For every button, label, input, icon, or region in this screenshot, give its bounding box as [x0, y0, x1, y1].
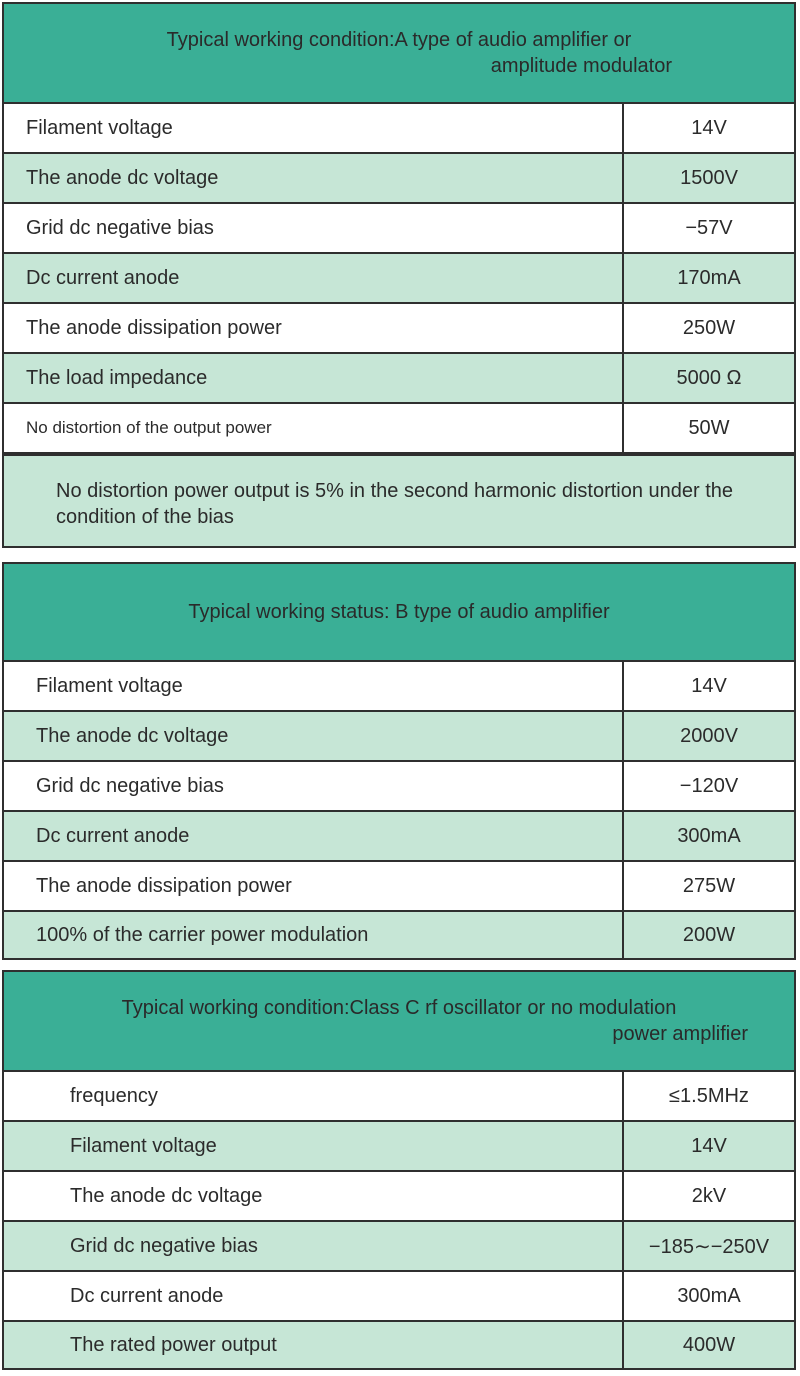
row-label: Grid dc negative bias	[4, 1222, 624, 1270]
row-label: No distortion of the output power	[4, 404, 624, 452]
table-class-a	[2, 2, 796, 548]
row-label: The anode dc voltage	[4, 1172, 624, 1220]
row-value: 2kV	[691, 1184, 727, 1207]
row-label: Dc current anode	[4, 1272, 624, 1320]
table-a-header	[4, 4, 794, 104]
row-label: The anode dc voltage	[4, 712, 624, 760]
table-row	[4, 812, 794, 862]
table-class-b	[2, 562, 796, 960]
table-a-title-line2: amplitude modulator	[490, 55, 672, 77]
table-c-header	[4, 972, 794, 1072]
row-label: frequency	[4, 1072, 624, 1120]
row-label: Dc current anode	[4, 254, 624, 302]
table-a-title-line1: Typical working condition:A type of audio amplifier or	[166, 29, 632, 51]
row-value: 14V	[691, 116, 727, 139]
row-value: 14V	[691, 1134, 727, 1157]
table-row	[4, 662, 794, 712]
row-label: Filament voltage	[4, 104, 624, 152]
table-row	[4, 762, 794, 812]
table-row	[4, 1172, 794, 1222]
table-row	[4, 204, 794, 254]
row-label: 100% of the carrier power modulation	[4, 912, 624, 958]
row-value: −120V	[679, 774, 739, 797]
row-value: 50W	[688, 416, 730, 439]
row-value: 275W	[682, 874, 736, 897]
row-value: 200W	[682, 923, 736, 946]
table-row	[4, 254, 794, 304]
row-label: Filament voltage	[4, 1122, 624, 1170]
table-row	[4, 1222, 794, 1272]
table-row	[4, 1322, 794, 1368]
row-label: The load impedance	[4, 354, 624, 402]
table-row	[4, 404, 794, 454]
row-value: 300mA	[677, 824, 741, 847]
row-label: Filament voltage	[4, 662, 624, 710]
table-row	[4, 104, 794, 154]
row-value: 300mA	[677, 1284, 741, 1307]
table-row	[4, 1272, 794, 1322]
row-value: ≤1.5MHz	[669, 1084, 749, 1107]
table-c-title-line2: power amplifier	[612, 1023, 748, 1045]
row-label: The rated power output	[4, 1322, 624, 1368]
table-row	[4, 354, 794, 404]
table-row	[4, 1072, 794, 1122]
row-value: 400W	[682, 1333, 736, 1356]
table-row	[4, 304, 794, 354]
row-label: Dc current anode	[4, 812, 624, 860]
table-row	[4, 862, 794, 912]
table-class-c	[2, 970, 796, 1370]
row-label: The anode dissipation power	[4, 862, 624, 910]
row-value: 5000 Ω	[676, 366, 742, 389]
table-c-title-line1: Typical working condition:Class C rf oscillator or no modulation	[121, 997, 677, 1019]
table-b-header	[4, 564, 794, 662]
table-a-note: No distortion power output is 5% in the second harmonic distortion under the condition of the bias	[4, 454, 794, 546]
table-row	[4, 912, 794, 958]
row-value: −185∼−250V	[648, 1235, 770, 1258]
row-value: 14V	[691, 674, 727, 697]
row-label: The anode dc voltage	[4, 154, 624, 202]
row-value: 170mA	[677, 266, 741, 289]
row-label: Grid dc negative bias	[4, 762, 624, 810]
row-label: The anode dissipation power	[4, 304, 624, 352]
table-b-title: Typical working status: B type of audio amplifier	[188, 601, 610, 623]
row-value: 2000V	[680, 724, 738, 747]
row-value: 250W	[682, 316, 736, 339]
row-value: 1500V	[680, 166, 738, 189]
table-row	[4, 154, 794, 204]
table-row	[4, 1122, 794, 1172]
table-row	[4, 712, 794, 762]
row-label: Grid dc negative bias	[4, 204, 624, 252]
row-value: −57V	[685, 216, 733, 239]
